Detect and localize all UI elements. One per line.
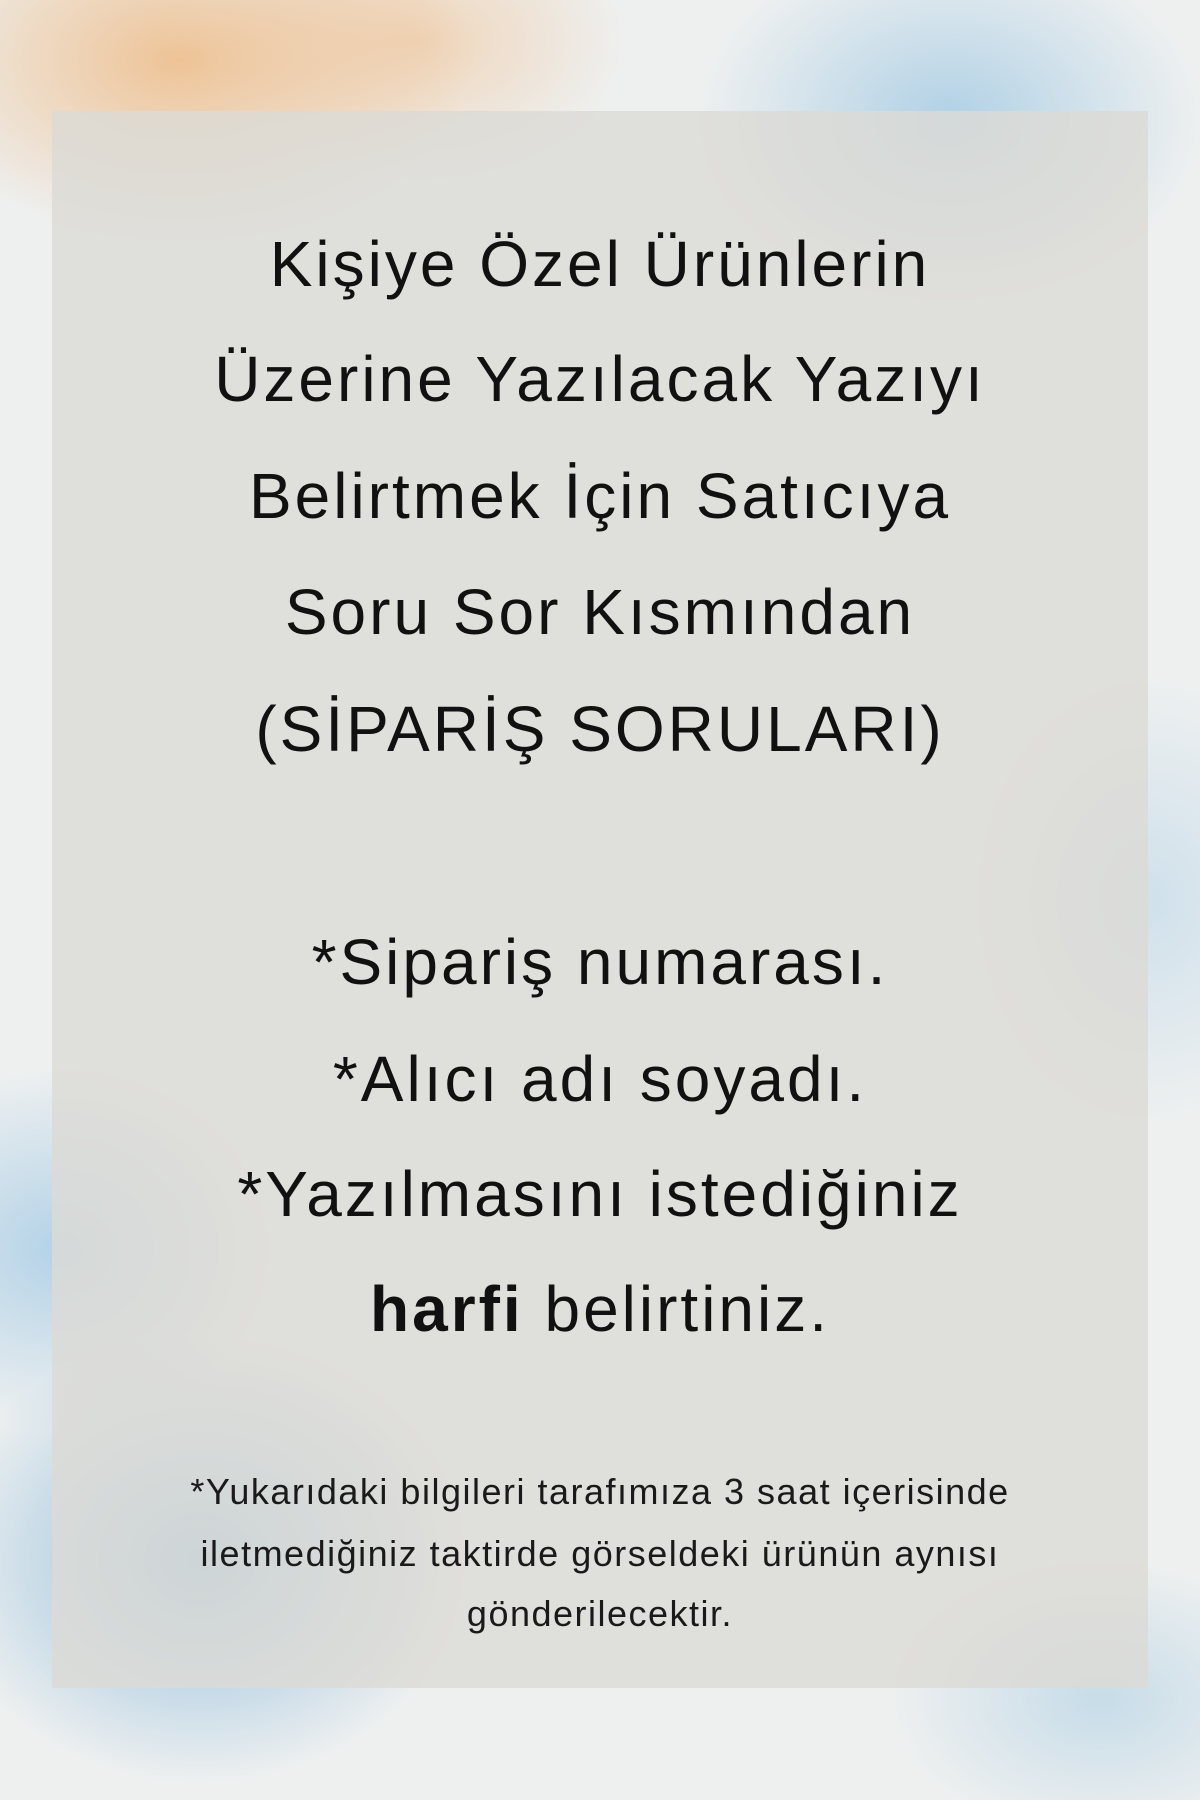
heading-line-5: (SİPARİŞ SORULARI) <box>255 693 945 765</box>
requirement-letter-continued <box>0 1273 1200 1345</box>
bold-word: harfi <box>370 1273 524 1345</box>
requirement-recipient-name: *Alıcı adı soyadı. <box>332 1043 868 1115</box>
note-line-1: *Yukarıdaki bilgileri tarafımıza 3 saat içerisinde <box>190 1471 1010 1512</box>
note-line-2: iletmediğiniz taktirde görseldeki ürünün aynısı <box>200 1533 1000 1574</box>
heading-line-4: Soru Sor Kısmından <box>284 576 916 648</box>
note-line-3: gönderilecektir. <box>466 1593 734 1634</box>
heading-line-3: Belirtmek İçin Satıcıya <box>248 460 952 532</box>
requirement-letter: *Yazılmasını istediğiniz <box>237 1158 963 1230</box>
heading-line-2: Üzerine Yazılacak Yazıyı <box>214 343 986 415</box>
heading-line-1: Kişiye Özel Ürünlerin <box>269 228 931 300</box>
requirement-rest: belirtiniz. <box>523 1273 830 1345</box>
requirement-order-number: *Sipariş numarası. <box>311 926 889 998</box>
